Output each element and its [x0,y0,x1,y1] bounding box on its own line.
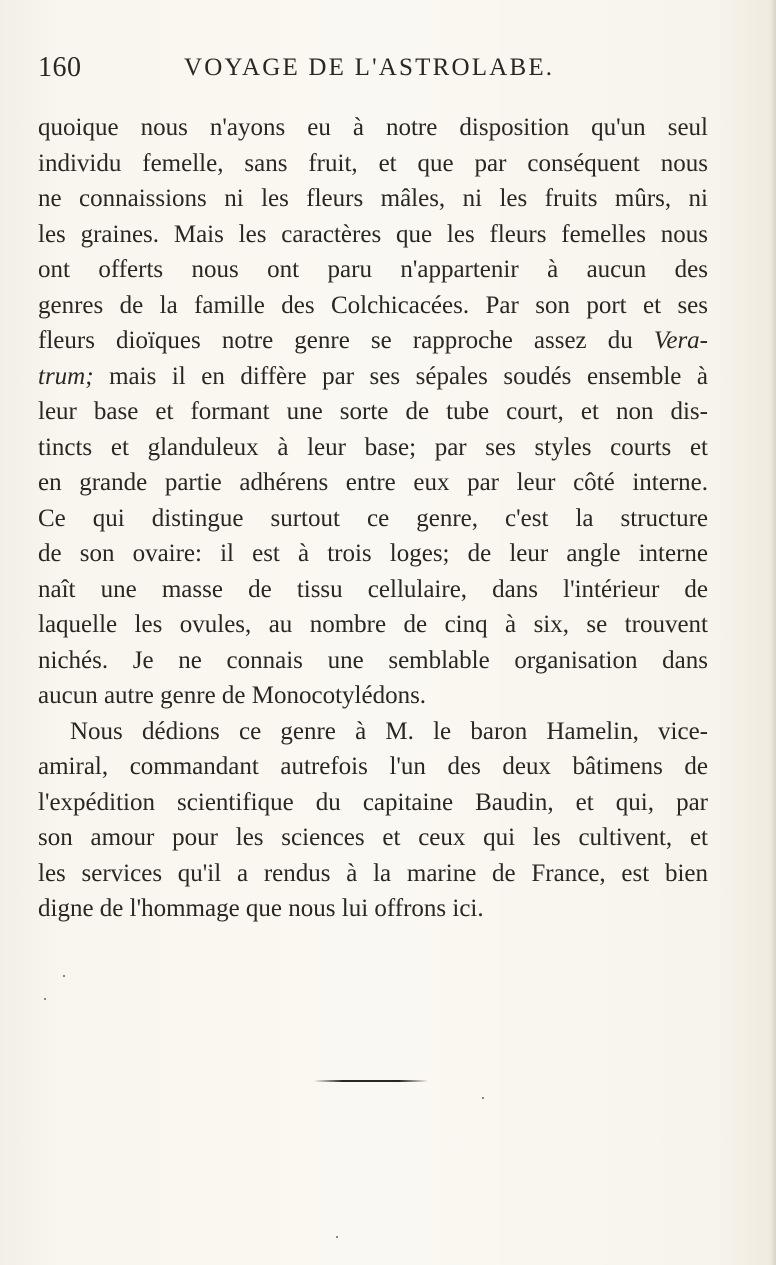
text-segment: fleurs dioïques notre genre se rapproche assez du [38,327,654,354]
text-line [38,359,708,395]
text-line: Nous dédions ce genre à M. le baron Hamelin, vice- [70,717,708,745]
text-line: les graines. Mais les caractères que les fleurs femelles nous [38,220,708,248]
section-end-rule [315,1080,427,1082]
text-line: genres de la famille des Colchicacées. Par son port et ses [38,291,708,319]
text-line: nichés. Je ne connais une semblable organisation dans [38,646,708,674]
text-line: ne connaissions ni les fleurs mâles, ni les fruits mûrs, ni [38,185,708,212]
italic-genus-name: trum; [38,362,94,390]
text-line: les services qu'il a rendus à la marine de France, est bien [38,859,708,887]
running-title: VOYAGE DE L'ASTROLABE. [184,54,555,81]
text-line: de son ovaire: il est à trois loges; de leur angle interne [38,540,708,567]
text-line: amiral, commandant autrefois l'un des deux bâtimens de [38,753,708,780]
text-line: digne de l'hommage que nous lui offrons ici. [38,895,484,922]
text-line: en grande partie adhérens entre eux par leur côté interne. [38,469,708,496]
paragraph-2 [38,714,708,927]
paragraph-1 [38,110,708,714]
text-line: leur base et formant une sorte de tube court, et non dis- [38,398,708,425]
text-line: l'expédition scientifique du capitaine Baudin, et qui, par [38,788,708,816]
running-head [38,52,708,92]
paper-speck [44,998,46,1000]
text-line [38,323,708,359]
text-line: naît une masse de tissu cellulaire, dans l'intérieur de [38,575,708,603]
body-text [38,110,708,927]
text-segment: mais il en diffère par ses sépales soudés ensemble à [93,362,708,390]
italic-genus-name: Vera- [653,327,708,354]
text-line: laquelle les ovules, au nombre de cinq à six, se trouvent [38,611,708,638]
paper-speck [63,975,65,977]
paper-speck [336,1236,338,1238]
page-edge-shadow [770,0,776,1265]
text-line: individu femelle, sans fruit, et que par conséquent nous [38,149,708,177]
text-line: tincts et glanduleux à leur base; par ses styles courts et [38,433,708,461]
text-line: aucun autre genre de Monocotylédons. [38,682,427,709]
text-line: ont offerts nous ont paru n'appartenir à aucun des [38,256,708,283]
text-line: Ce qui distingue surtout ce genre, c'est la structure [38,504,708,532]
paper-speck [482,1097,484,1099]
text-line: son amour pour les sciences et ceux qui les cultivent, et [38,824,708,851]
text-line: quoique nous n'ayons eu à notre disposition qu'un seul [38,114,708,141]
page-number: 160 [38,52,82,83]
